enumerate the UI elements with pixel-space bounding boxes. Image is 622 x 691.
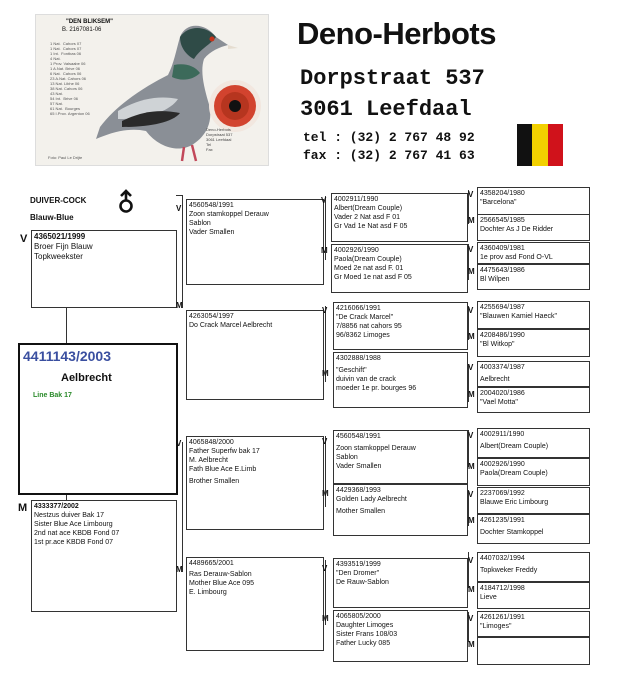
marker-m: M	[176, 565, 183, 574]
marker-v: V	[468, 614, 474, 623]
gen4-box-8: 2004020/1986 "Vael Motta"	[477, 387, 590, 413]
fax-number: fax : (32) 2 767 41 63	[303, 148, 475, 163]
gen4-box-16	[477, 637, 590, 665]
gen3-box-5: 4560548/1991 Zoon stamkoppel Derauw Sablon Vader Smallen	[333, 430, 468, 484]
marker-v: V	[322, 437, 328, 446]
gen4-box-4: 4475643/1986 Bl Wilpen	[477, 264, 590, 290]
subject-name: Aelbrecht	[61, 372, 112, 384]
gen3-box-8: 4065805/2000 Daughter Limoges Sister Frans 108/03 Father Lucky 085	[333, 610, 468, 662]
gen3-box-1: 4002911/1990 Albert(Dream Couple) Vader 2 Nat asd F 01 Gr Vad 1e Nat asd F 05	[331, 193, 468, 242]
address-street: Dorpstraat 537	[300, 66, 485, 91]
marker-v: V	[468, 245, 474, 254]
gen4-box-5: 4255694/1987 "Blauwen Kamiel Haeck"	[477, 301, 590, 329]
marker-v: V	[468, 431, 474, 440]
marker-m: M	[322, 614, 329, 623]
marker-v: V	[468, 306, 474, 315]
card-bird-name: "DEN BLIKSEM"	[66, 19, 114, 25]
marker-v: V	[321, 196, 327, 205]
dam-box: 4333377/2002 Nestzus duiver Bak 17 Sister Blue Ace Limbourg 2nd nat ace KBDB Fond 07 1st pr.ace KBDB Fond 07	[31, 500, 177, 612]
marker-m: M	[176, 301, 183, 310]
gen2-box-4: 4489665/2001 Ras Derauw-Sablon Mother Blue Ace 095 E. Limbourg	[186, 557, 324, 651]
card-stats: 1 Nat. Cahors 07 1 Nat. Cahors 07 1 Int. Fontbas 06 4 Nat. 1 Prov. Valsaabe 06 1 A.Nat. Brive 06 6 Nat. Cahors 06 23 A.Nat. Cahors 06 13 Nat. Libhe 06 38 Nat. Cahors 06 43 Nat. 54 Int. Brive 06 57 Nat. 61 Nat. Bourges 65 I.Prov. Argenton 06	[50, 41, 90, 116]
connector	[66, 307, 67, 343]
marker-v: V	[176, 204, 182, 213]
gen3-box-3: 4216066/1991 "De Crack Marcel" 7/8856 nat cahors 95 96/8362 Limoges	[333, 302, 468, 350]
gen4-box-12: 4261235/1991 Dochter Stamkoppel	[477, 514, 590, 544]
marker-v: V	[468, 556, 474, 565]
marker-v: V	[468, 490, 474, 499]
subject-color: Blauw-Blue	[30, 213, 74, 222]
gen4-box-14: 4184712/1998 Lieve	[477, 582, 590, 609]
card-bird-ring: B. 2167081-06	[62, 27, 102, 33]
gen4-box-7: 4003374/1987 Aelbrecht	[477, 361, 590, 387]
subject-box	[18, 343, 178, 495]
gen4-box-11: 2237069/1992 Blauwe Eric Limbourg	[477, 487, 590, 514]
gen2-box-2: 4263054/1997 Do Crack Marcel Aelbrecht	[186, 310, 324, 400]
marker-m: M	[468, 585, 475, 594]
gen3-box-4: 4302888/1988 "Geschift" duivin van de crack moeder 1e pr. bourges 96	[333, 352, 468, 408]
gen4-box-15: 4261261/1991 "Limoges"	[477, 611, 590, 637]
connector	[182, 442, 183, 572]
gen2-box-1: 4560548/1991 Zoon stamkoppel Derauw Sablon Vader Smallen	[186, 199, 324, 285]
connector	[182, 195, 183, 308]
marker-m: M	[468, 267, 475, 276]
gen4-box-9: 4002911/1990 Albert(Dream Couple)	[477, 428, 590, 458]
marker-m: M	[468, 332, 475, 341]
pigeon-photo-card	[35, 14, 269, 166]
loft-title: Deno-Herbots	[297, 16, 496, 51]
gen4-box-3: 4360409/1981 1e prov asd Fond O-VL	[477, 242, 590, 264]
sire-marker: V	[20, 233, 28, 245]
marker-m: M	[322, 369, 329, 378]
marker-v: V	[322, 306, 328, 315]
gen2-box-3: 4065848/2000 Father Superfw bak 17 M. Aelbrecht Fath Blue Ace E.Limb Brother Smallen	[186, 436, 324, 530]
marker-v: V	[468, 190, 474, 199]
marker-v: V	[176, 439, 182, 448]
marker-m: M	[468, 516, 475, 525]
marker-m: M	[468, 216, 475, 225]
subject-ring: 4411143/2003	[23, 348, 111, 364]
gen4-box-2: 2566545/1985 Dochter As J De Ridder	[477, 214, 590, 241]
subject-line: Line Bak 17	[33, 392, 72, 399]
marker-m: M	[322, 489, 329, 498]
marker-m: M	[321, 246, 328, 255]
marker-v: V	[322, 564, 328, 573]
dam-marker: M	[18, 502, 28, 514]
male-symbol-icon	[117, 189, 135, 215]
connector	[176, 195, 183, 196]
sire-box: 4365021/1999 Broer Fijn Blauw Topkweekster	[31, 230, 177, 308]
gen3-box-2: 4002926/1990 Paola(Dream Couple) Moed 2e nat asd F. 01 Gr Moed 1e nat asd F 05	[331, 244, 468, 293]
phone-number: tel : (32) 2 767 48 92	[303, 130, 475, 145]
gen3-box-6: 4429368/1993 Golden Lady Aelbrecht Mother Smallen	[333, 484, 468, 536]
gen3-box-7: 4393519/1999 "Den Dromer" De Rauw-Sablon	[333, 558, 468, 608]
marker-m: M	[468, 640, 475, 649]
subject-type: DUIVER-COCK	[30, 196, 87, 205]
marker-v: V	[468, 363, 474, 372]
gen4-box-13: 4407032/1994 Topkweker Freddy	[477, 552, 590, 582]
card-owner: Deno-Herbots Dorpstraat 537 3061 Leefdaal Tel Fax	[206, 127, 233, 152]
card-caption: Foto: Paul Le Drijte	[48, 155, 83, 160]
marker-m: M	[468, 462, 475, 471]
gen4-box-10: 4002926/1990 Paola(Dream Couple)	[477, 458, 590, 486]
marker-m: M	[468, 390, 475, 399]
address-city: 3061 Leefdaal	[300, 97, 472, 122]
gen4-box-6: 4208486/1990 "Bl Witkop"	[477, 329, 590, 357]
belgian-flag-icon	[517, 124, 563, 166]
gen4-box-1: 4358204/1980 "Barcelona"	[477, 187, 590, 216]
